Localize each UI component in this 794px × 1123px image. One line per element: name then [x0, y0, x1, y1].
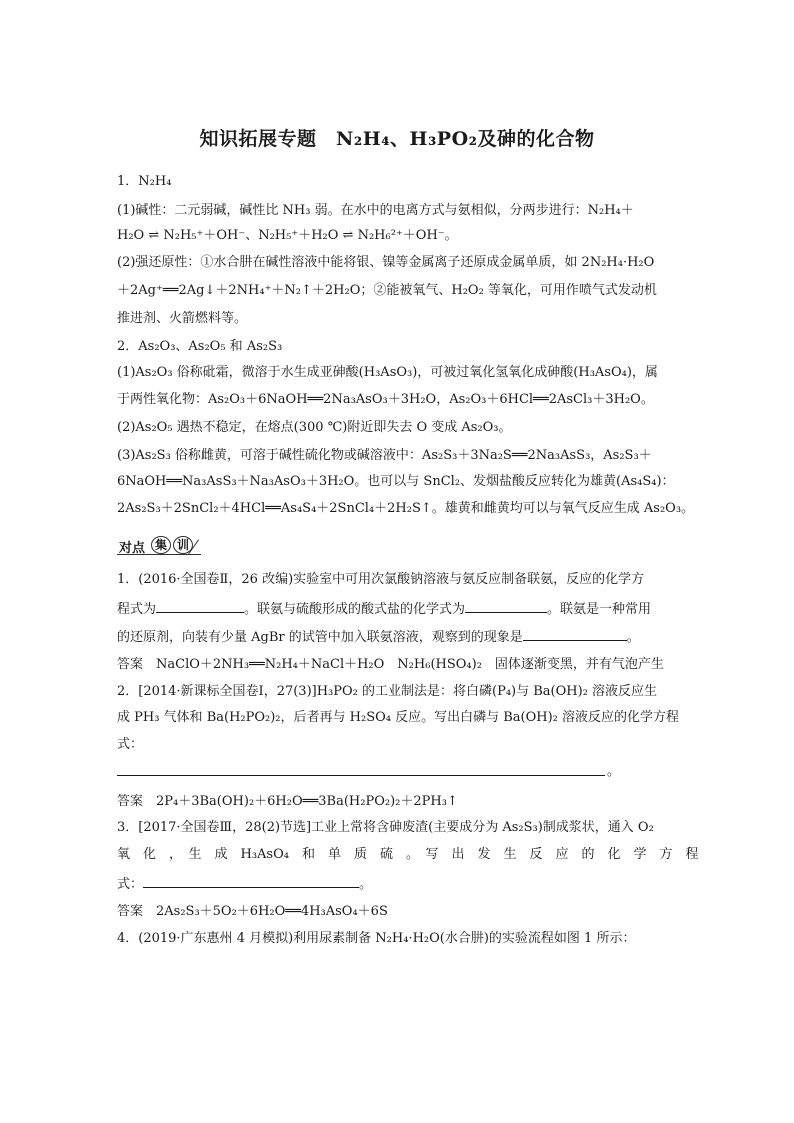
section1-line-5: 推进剂、火箭燃料等。 — [117, 311, 248, 326]
q2-line-1: 2．[2014·新课标全国卷Ⅰ，27(3)]H₃PO₂ 的工业制法是：将白磷(P₄)与 Ba(OH)₂ 溶液反应生 — [117, 684, 658, 699]
q1-blank-3 — [523, 626, 627, 641]
q1-line-2-a: 程式为 — [117, 602, 157, 617]
badge-text-2: 集 — [151, 536, 171, 554]
section2-line-3: (2)As₂O₅ 遇热不稳定，在熔点(300 ℃)附近即失去 O 变成 As₂O₃。 — [117, 420, 512, 435]
page-title: 知识拓展专题 N₂H₄、H₃PO₂及砷的化合物 — [199, 128, 595, 150]
q1-line-2-b: 。联氨与硫酸形成的酸式盐的化学式为 — [244, 602, 466, 617]
practice-badge — [117, 536, 203, 556]
q3-line-2: 氧 化 ， 生 成 H₃AsO₄ 和 单 质 硫 。 写 出 发 生 反 应 的 化 学 方 程 — [117, 847, 699, 862]
q3-answer: 答案 2As₂S₃＋5O₂＋6H₂O══4H₃AsO₄＋6S — [117, 904, 388, 919]
q3-line-3-a: 式： — [117, 877, 144, 892]
q3-blank — [143, 873, 359, 888]
q2-answer-blank — [117, 774, 605, 776]
q1-line-1: 1．(2016·全国卷Ⅱ，26 改编)实验室中可用次氯酸钠溶液与氨反应制备联氨，反应的化学方 — [117, 572, 645, 587]
q2-line-end: 。 — [607, 764, 621, 779]
section1-heading: 1．N₂H₄ — [117, 174, 172, 189]
section2-line-6: 2As₂S₃＋2SnCl₂＋4HCl══As₄S₄＋2SnCl₄＋2H₂S↑。雄黄和雌黄均可以与氧气反应生成 As₂O₃。 — [117, 501, 695, 516]
q1-line-3-a: 的还原剂，向装有少量 AgBr 的试管中加入联氨溶液，观察到的现象是 — [117, 630, 523, 645]
badge-text-3: 训 — [173, 536, 193, 554]
q3-line-3-b: 。 — [359, 877, 373, 892]
q1-line-2-c: 。联氨是一种常用 — [547, 602, 652, 617]
section2-line-4: (3)As₂S₃ 俗称雌黄，可溶于碱性硫化物或碱溶液中：As₂S₃＋3Na₂S══2Na₃AsS₃，As₂S₃＋ — [117, 448, 652, 463]
section1-line-1: (1)碱性：二元弱碱，碱性比 NH₃ 弱。在水中的电离方式与氨相似，分两步进行：N₂H₄＋ — [117, 203, 634, 218]
badge-text-1: 对点 — [119, 541, 146, 556]
section2-line-2: 于两性氧化物：As₂O₃＋6NaOH══2Na₃AsO₃＋3H₂O，As₂O₃＋6HCl══2AsCl₃＋3H₂O。 — [117, 392, 654, 407]
q1-blank-2 — [465, 598, 547, 613]
section1-line-3: (2)强还原性：①水合肼在碱性溶液中能将银、镍等金属离子还原成金属单质，如 2N₂H₄·H₂O — [117, 255, 655, 270]
q1-blank-1 — [156, 598, 244, 613]
q1-line-2 — [117, 598, 651, 619]
section1-line-4: ＋2Ag⁺══2Ag↓＋2NH₄⁺＋N₂↑＋2H₂O；②能被氧气、H₂O₂ 等氧化，可用作喷气式发动机 — [117, 283, 657, 298]
q3-line-1: 3．[2017·全国卷Ⅲ，28(2)节选]工业上常将含砷废渣(主要成分为 As₂S₃)制成浆状，通入 O₂ — [117, 820, 654, 835]
section2-line-5: 6NaOH══Na₃AsS₃＋Na₃AsO₃＋3H₂O。也可以与 SnCl₂、发烟盐酸反应转化为雄黄(As₄S₄)： — [117, 474, 675, 489]
q1-answer: 答案 NaClO＋2NH₃══N₂H₄＋NaCl＋H₂O N₂H₆(HSO₄)₂ 固体逐渐变黑，并有气泡产生 — [117, 657, 664, 672]
section2-heading: 2．As₂O₃、As₂O₅ 和 As₂S₃ — [117, 339, 283, 354]
q2-line-2: 成 PH₃ 气体和 Ba(H₂PO₂)₂，后者再与 H₂SO₄ 反应。写出白磷与 Ba(OH)₂ 溶液反应的化学方程 — [117, 710, 680, 725]
q3-line-3 — [117, 873, 372, 894]
q2-line-3: 式： — [117, 737, 144, 752]
q1-line-3-b: 。 — [626, 630, 640, 645]
section1-line-2: H₂O ⇌ N₂H₅⁺＋OH⁻、N₂H₅⁺＋H₂O ⇌ N₂H₆²⁺＋OH⁻。 — [117, 228, 458, 243]
section2-line-1: (1)As₂O₃ 俗称砒霜，微溶于水生成亚砷酸(H₃AsO₃)，可被过氧化氢氧化成砷酸(H₃AsO₄)，属 — [117, 365, 658, 380]
q2-answer: 答案 2P₄＋3Ba(OH)₂＋6H₂O══3Ba(H₂PO₂)₂＋2PH₃↑ — [117, 794, 458, 809]
q1-line-3 — [117, 626, 640, 647]
q4-line-1: 4．(2019·广东惠州 4 月模拟)利用尿素制备 N₂H₄·H₂O(水合肼)的实验流程如图 1 所示： — [117, 931, 636, 946]
